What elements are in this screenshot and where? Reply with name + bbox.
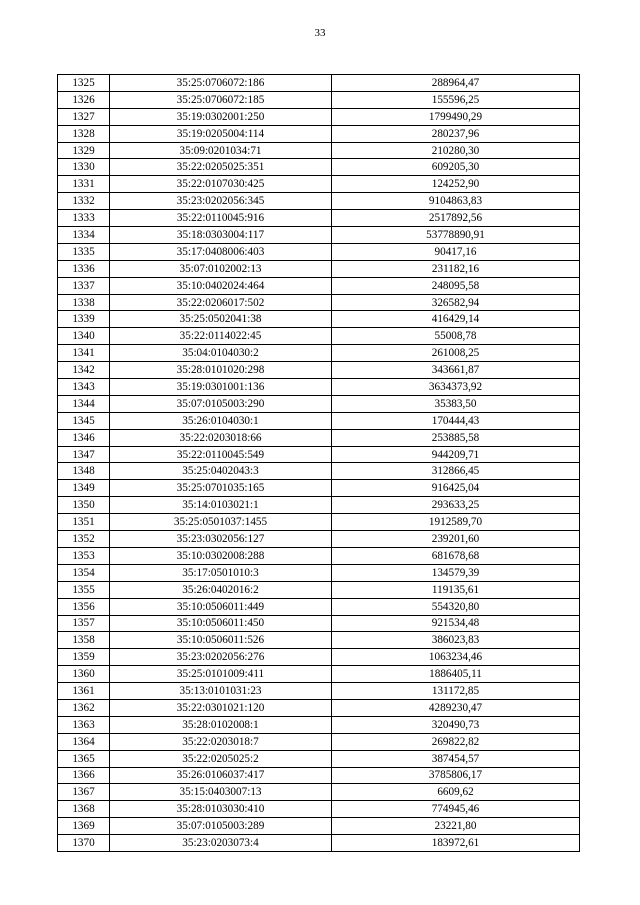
cadastral-number-cell: 35:25:0706072:186: [110, 75, 332, 92]
row-number-cell: 1337: [58, 277, 110, 294]
value-cell: 343661,87: [332, 362, 580, 379]
value-cell: 554320,80: [332, 598, 580, 615]
cadastral-number-cell: 35:25:0706072:185: [110, 91, 332, 108]
value-cell: 1799490,29: [332, 108, 580, 125]
row-number-cell: 1331: [58, 176, 110, 193]
value-cell: 210280,30: [332, 142, 580, 159]
value-cell: 320490,73: [332, 716, 580, 733]
table-row: [58, 733, 580, 750]
table-row: [58, 480, 580, 497]
row-number-cell: 1352: [58, 531, 110, 548]
table-row: [58, 615, 580, 632]
row-number-cell: 1355: [58, 581, 110, 598]
table-row: [58, 91, 580, 108]
cadastral-number-cell: 35:26:0402016:2: [110, 581, 332, 598]
row-number-cell: 1334: [58, 227, 110, 244]
table-row: [58, 835, 580, 852]
cadastral-number-cell: 35:19:0302001:250: [110, 108, 332, 125]
row-number-cell: 1344: [58, 395, 110, 412]
table-row: [58, 564, 580, 581]
row-number-cell: 1330: [58, 159, 110, 176]
row-number-cell: 1343: [58, 379, 110, 396]
cadastral-number-cell: 35:22:0110045:549: [110, 446, 332, 463]
table-row: [58, 632, 580, 649]
value-cell: 248095,58: [332, 277, 580, 294]
table-row: [58, 801, 580, 818]
cadastral-number-cell: 35:07:0102002:13: [110, 260, 332, 277]
row-number-cell: 1348: [58, 463, 110, 480]
row-number-cell: 1366: [58, 767, 110, 784]
table-row: [58, 581, 580, 598]
table-row: [58, 210, 580, 227]
cadastral-number-cell: 35:17:0501010:3: [110, 564, 332, 581]
row-number-cell: 1335: [58, 243, 110, 260]
cadastral-number-cell: 35:10:0506011:526: [110, 632, 332, 649]
value-cell: 6609,62: [332, 784, 580, 801]
cadastral-number-cell: 35:07:0105003:289: [110, 818, 332, 835]
table-row: [58, 108, 580, 125]
value-cell: 3785806,17: [332, 767, 580, 784]
table-row: [58, 311, 580, 328]
value-cell: 774945,46: [332, 801, 580, 818]
row-number-cell: 1361: [58, 683, 110, 700]
table-row: [58, 463, 580, 480]
cadastral-number-cell: 35:17:0408006:403: [110, 243, 332, 260]
row-number-cell: 1367: [58, 784, 110, 801]
table-row: [58, 294, 580, 311]
cadastral-number-cell: 35:22:0206017:502: [110, 294, 332, 311]
value-cell: 1063234,46: [332, 649, 580, 666]
table-body: [58, 75, 580, 852]
row-number-cell: 1328: [58, 125, 110, 142]
row-number-cell: 1363: [58, 716, 110, 733]
cadastral-number-cell: 35:28:0101020:298: [110, 362, 332, 379]
row-number-cell: 1359: [58, 649, 110, 666]
cadastral-number-cell: 35:28:0102008:1: [110, 716, 332, 733]
value-cell: 55008,78: [332, 328, 580, 345]
cadastral-number-cell: 35:23:0202056:276: [110, 649, 332, 666]
value-cell: 280237,96: [332, 125, 580, 142]
cadastral-number-cell: 35:26:0106037:417: [110, 767, 332, 784]
table-row: [58, 497, 580, 514]
row-number-cell: 1369: [58, 818, 110, 835]
table-row: [58, 412, 580, 429]
row-number-cell: 1356: [58, 598, 110, 615]
row-number-cell: 1336: [58, 260, 110, 277]
value-cell: 416429,14: [332, 311, 580, 328]
value-cell: 90417,16: [332, 243, 580, 260]
table-row: [58, 649, 580, 666]
table-row: [58, 159, 580, 176]
table-row: [58, 345, 580, 362]
value-cell: 183972,61: [332, 835, 580, 852]
value-cell: 53778890,91: [332, 227, 580, 244]
cadastral-number-cell: 35:22:0110045:916: [110, 210, 332, 227]
table-row: [58, 125, 580, 142]
value-cell: 253885,58: [332, 429, 580, 446]
table-row: [58, 395, 580, 412]
row-number-cell: 1346: [58, 429, 110, 446]
table-row: [58, 446, 580, 463]
cadastral-number-cell: 35:14:0103021:1: [110, 497, 332, 514]
cadastral-number-cell: 35:22:0205025:351: [110, 159, 332, 176]
row-number-cell: 1327: [58, 108, 110, 125]
value-cell: 23221,80: [332, 818, 580, 835]
row-number-cell: 1342: [58, 362, 110, 379]
table-row: [58, 683, 580, 700]
cadastral-number-cell: 35:26:0104030:1: [110, 412, 332, 429]
cadastral-number-cell: 35:25:0402043:3: [110, 463, 332, 480]
row-number-cell: 1347: [58, 446, 110, 463]
cadastral-number-cell: 35:22:0205025:2: [110, 750, 332, 767]
table-row: [58, 666, 580, 683]
table-row: [58, 379, 580, 396]
row-number-cell: 1345: [58, 412, 110, 429]
row-number-cell: 1340: [58, 328, 110, 345]
table-row: [58, 514, 580, 531]
row-number-cell: 1368: [58, 801, 110, 818]
value-cell: 35383,50: [332, 395, 580, 412]
row-number-cell: 1341: [58, 345, 110, 362]
table-row: [58, 699, 580, 716]
value-cell: 261008,25: [332, 345, 580, 362]
table-row: [58, 176, 580, 193]
value-cell: 609205,30: [332, 159, 580, 176]
cadastral-number-cell: 35:18:0303004:117: [110, 227, 332, 244]
table-row: [58, 429, 580, 446]
cadastre-table: [57, 74, 580, 852]
row-number-cell: 1338: [58, 294, 110, 311]
cadastral-number-cell: 35:10:0506011:449: [110, 598, 332, 615]
table-row: [58, 818, 580, 835]
row-number-cell: 1354: [58, 564, 110, 581]
cadastral-number-cell: 35:09:0201034:71: [110, 142, 332, 159]
cadastral-number-cell: 35:19:0205004:114: [110, 125, 332, 142]
row-number-cell: 1339: [58, 311, 110, 328]
table-row: [58, 75, 580, 92]
cadastral-number-cell: 35:13:0101031:23: [110, 683, 332, 700]
value-cell: 916425,04: [332, 480, 580, 497]
row-number-cell: 1360: [58, 666, 110, 683]
value-cell: 9104863,83: [332, 193, 580, 210]
table-row: [58, 193, 580, 210]
table-row: [58, 716, 580, 733]
row-number-cell: 1326: [58, 91, 110, 108]
cadastral-number-cell: 35:10:0506011:450: [110, 615, 332, 632]
cadastral-number-cell: 35:07:0105003:290: [110, 395, 332, 412]
cadastral-number-cell: 35:10:0402024:464: [110, 277, 332, 294]
value-cell: 119135,61: [332, 581, 580, 598]
row-number-cell: 1357: [58, 615, 110, 632]
value-cell: 387454,57: [332, 750, 580, 767]
row-number-cell: 1329: [58, 142, 110, 159]
table-row: [58, 531, 580, 548]
cadastral-number-cell: 35:22:0107030:425: [110, 176, 332, 193]
row-number-cell: 1364: [58, 733, 110, 750]
cadastral-number-cell: 35:22:0114022:45: [110, 328, 332, 345]
row-number-cell: 1351: [58, 514, 110, 531]
table-row: [58, 362, 580, 379]
cadastral-number-cell: 35:22:0203018:66: [110, 429, 332, 446]
cadastral-number-cell: 35:25:0502041:38: [110, 311, 332, 328]
row-number-cell: 1358: [58, 632, 110, 649]
cadastral-number-cell: 35:28:0103030:410: [110, 801, 332, 818]
row-number-cell: 1353: [58, 547, 110, 564]
cadastral-number-cell: 35:25:0701035:165: [110, 480, 332, 497]
value-cell: 2517892,56: [332, 210, 580, 227]
cadastral-number-cell: 35:10:0302008:288: [110, 547, 332, 564]
row-number-cell: 1333: [58, 210, 110, 227]
value-cell: 269822,82: [332, 733, 580, 750]
row-number-cell: 1325: [58, 75, 110, 92]
value-cell: 293633,25: [332, 497, 580, 514]
table-row: [58, 277, 580, 294]
table-row: [58, 328, 580, 345]
value-cell: 1886405,11: [332, 666, 580, 683]
value-cell: 170444,43: [332, 412, 580, 429]
table-row: [58, 784, 580, 801]
value-cell: 386023,83: [332, 632, 580, 649]
value-cell: 288964,47: [332, 75, 580, 92]
row-number-cell: 1332: [58, 193, 110, 210]
cadastral-number-cell: 35:15:0403007:13: [110, 784, 332, 801]
value-cell: 3634373,92: [332, 379, 580, 396]
cadastral-number-cell: 35:25:0101009:411: [110, 666, 332, 683]
value-cell: 326582,94: [332, 294, 580, 311]
value-cell: 1912589,70: [332, 514, 580, 531]
cadastral-number-cell: 35:04:0104030:2: [110, 345, 332, 362]
value-cell: 312866,45: [332, 463, 580, 480]
cadastral-number-cell: 35:23:0203073:4: [110, 835, 332, 852]
cadastral-number-cell: 35:22:0301021:120: [110, 699, 332, 716]
value-cell: 921534,48: [332, 615, 580, 632]
value-cell: 155596,25: [332, 91, 580, 108]
table-row: [58, 547, 580, 564]
cadastral-number-cell: 35:23:0302056:127: [110, 531, 332, 548]
value-cell: 4289230,47: [332, 699, 580, 716]
value-cell: 124252,90: [332, 176, 580, 193]
table-row: [58, 260, 580, 277]
row-number-cell: 1349: [58, 480, 110, 497]
value-cell: 134579,39: [332, 564, 580, 581]
table-row: [58, 227, 580, 244]
cadastral-number-cell: 35:22:0203018:7: [110, 733, 332, 750]
row-number-cell: 1362: [58, 699, 110, 716]
row-number-cell: 1370: [58, 835, 110, 852]
table-row: [58, 243, 580, 260]
value-cell: 944209,71: [332, 446, 580, 463]
value-cell: 239201,60: [332, 531, 580, 548]
row-number-cell: 1350: [58, 497, 110, 514]
table-row: [58, 767, 580, 784]
table-row: [58, 750, 580, 767]
cadastral-number-cell: 35:23:0202056:345: [110, 193, 332, 210]
table-row: [58, 598, 580, 615]
value-cell: 231182,16: [332, 260, 580, 277]
row-number-cell: 1365: [58, 750, 110, 767]
value-cell: 131172,85: [332, 683, 580, 700]
page-number: 33: [314, 27, 326, 39]
value-cell: 681678,68: [332, 547, 580, 564]
cadastral-number-cell: 35:25:0501037:1455: [110, 514, 332, 531]
cadastral-number-cell: 35:19:0301001:136: [110, 379, 332, 396]
table-row: [58, 142, 580, 159]
